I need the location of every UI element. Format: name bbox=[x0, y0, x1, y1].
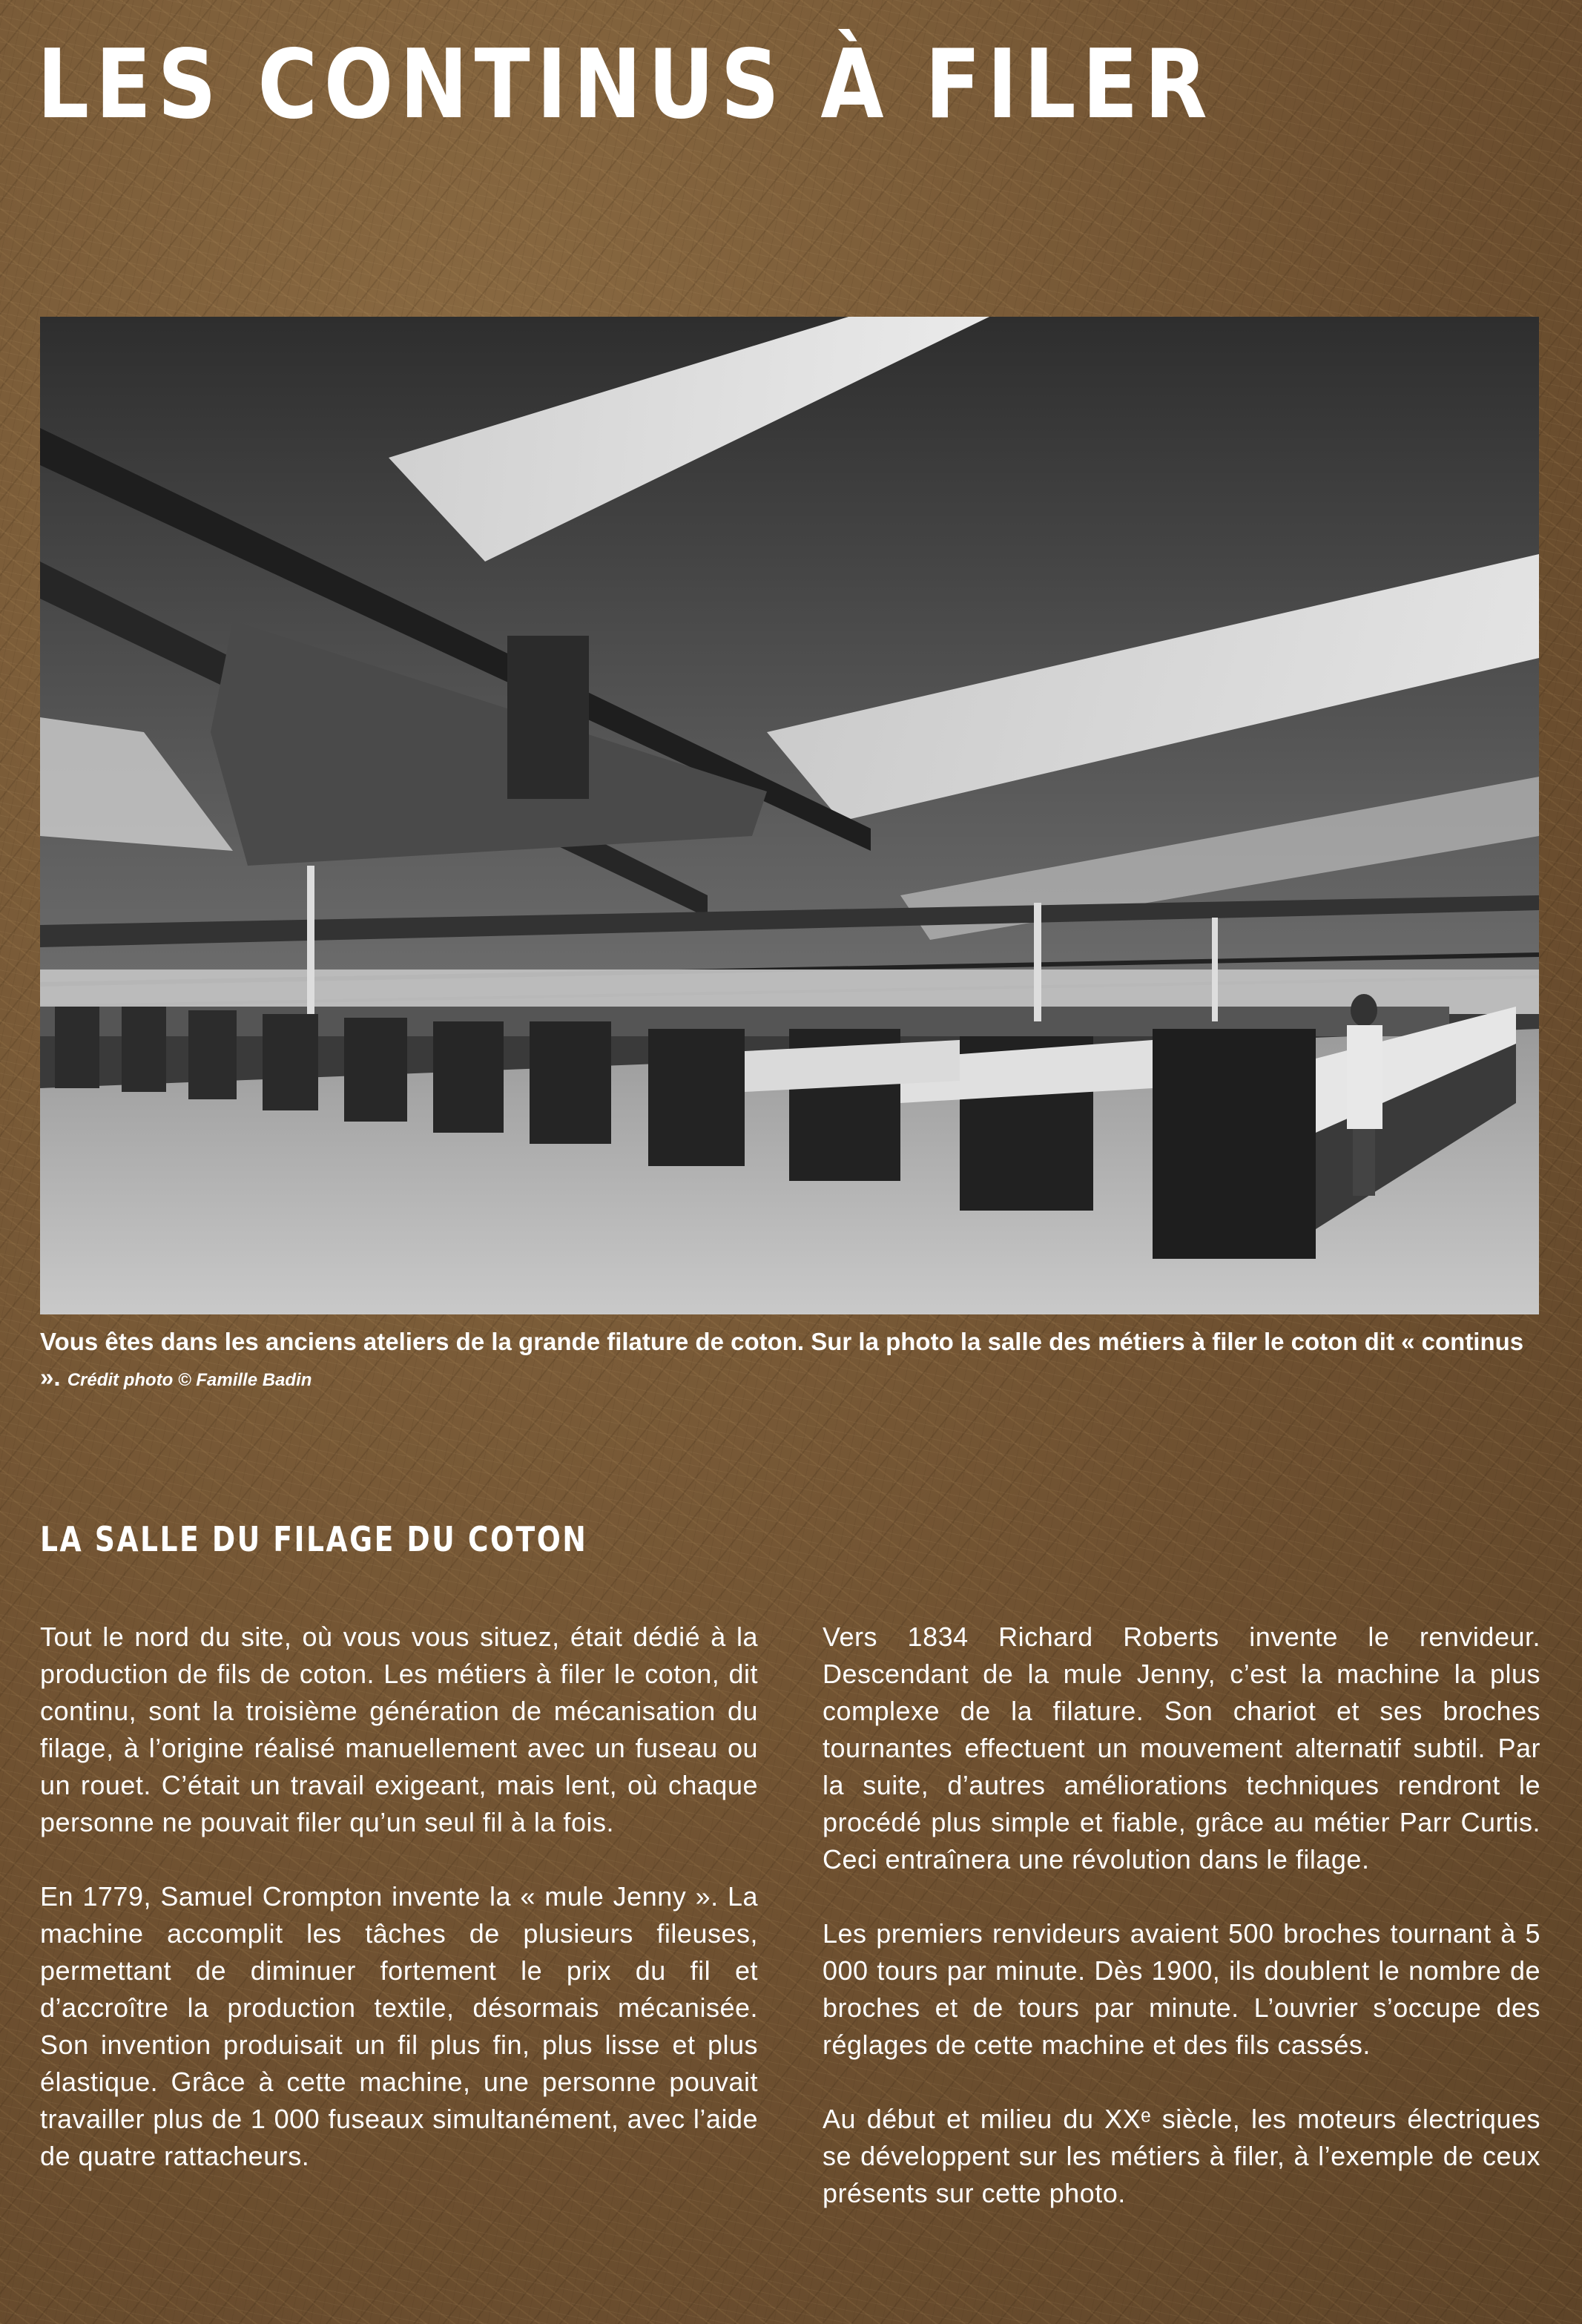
caption-text: Vous êtes dans les anciens ateliers de la grande filature de coton. Sur la photo la salle des métiers à filer le coton dit « continus ». bbox=[40, 1328, 1524, 1391]
factory-photo bbox=[40, 317, 1539, 1314]
main-title: LES CONTINUS À FILER bbox=[37, 30, 1214, 140]
paragraph: Tout le nord du site, où vous vous situez, était dédié à la production de fils de coton. Les métiers à filer le coton, dit continu, sont la troisième génération de mécanisation du filage, à l’origine réalisé manuellement avec un fuseau ou un rouet. C’était un travail exigeant, mais lent, où chaque personne ne pouvait filer qu’un seul fil à la fois. bbox=[40, 1622, 758, 1837]
paragraph: Les premiers renvideurs avaient 500 broches tournant à 5 000 tours par minute. Dès 1900, ils doublent le nombre de broches et de tours par minute. L’ouvrier s’occupe des réglages de cette machine et des fils cassés. bbox=[823, 1918, 1540, 2060]
paragraph: Au début et milieu du XXᵉ siècle, les moteurs électriques se développent sur les métiers à filer, à l’exemple de ceux présents sur cette photo. bbox=[823, 2104, 1540, 2208]
text-column-left bbox=[40, 1619, 758, 2212]
spinning-room-illustration bbox=[40, 317, 1539, 1314]
paragraph: Vers 1834 Richard Roberts invente le renvideur. Descendant de la mule Jenny, c’est la machine la plus complexe de la filature. Son chariot et ses broches tournantes effectuent un mouvement alternatif subtil. Par la suite, d’autres améliorations techniques rendront le procédé plus simple et fiable, grâce au métier Parr Curtis. Ceci entraînera une révolution dans le filage. bbox=[823, 1622, 1540, 1874]
paragraph: En 1779, Samuel Crompton invente la « mule Jenny ». La machine accomplit les tâches de plusieurs fileuses, permettant de diminuer fortement le prix du fil et d’accroître la production textile, désormais mécanisée. Son invention produisait un fil plus fin, plus lisse et plus élastique. Grâce à cette machine, une personne pouvait travailler plus de 1 000 fuseaux simultanément, avec l’aide de quatre rattacheurs. bbox=[40, 1881, 758, 2171]
text-column-right bbox=[823, 1619, 1540, 2249]
section-title: LA SALLE DU FILAGE DU COTON bbox=[40, 1519, 588, 1559]
photo-caption bbox=[40, 1324, 1539, 1398]
photo-credit: Crédit photo © Famille Badin bbox=[67, 1370, 312, 1390]
